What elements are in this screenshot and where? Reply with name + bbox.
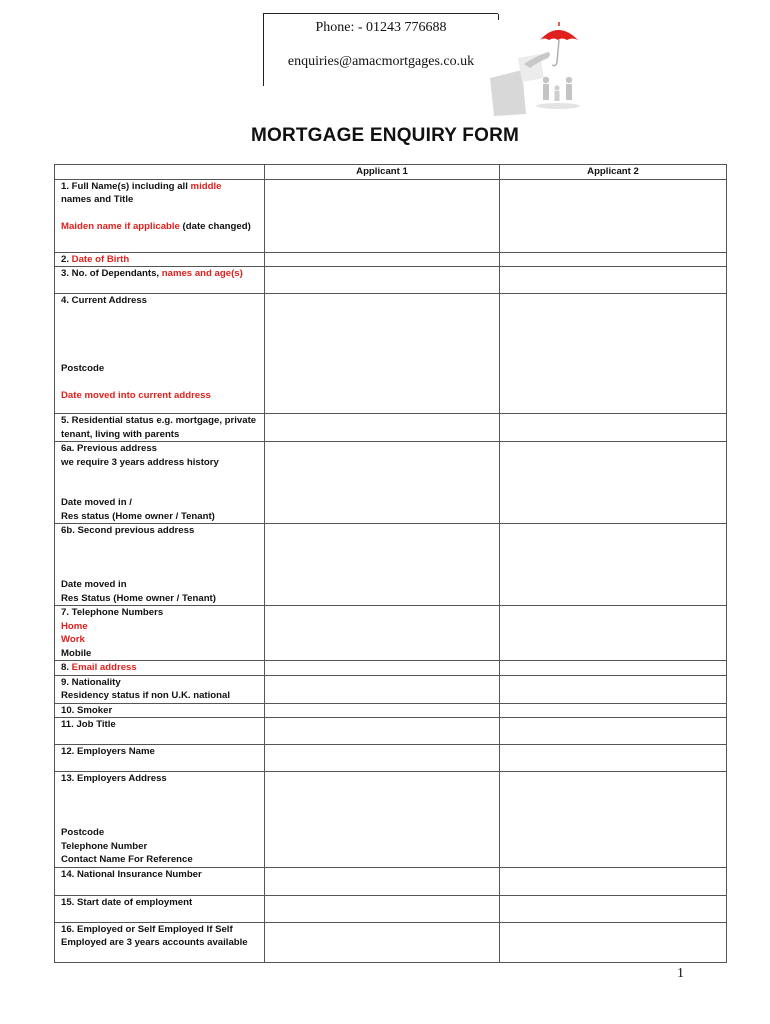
applicant-2-current-address-field[interactable] [500,294,727,414]
applicant-2-full-name-field[interactable] [500,179,727,252]
table-row [55,661,727,676]
row-label-full-name [55,179,265,252]
row-label-employers-address [55,772,265,868]
applicant-1-employment-type-field[interactable] [265,922,500,962]
table-row [55,703,727,718]
applicant-1-dob-field[interactable] [265,252,500,267]
table-row [55,442,727,524]
table-row [55,524,727,606]
applicant-1-nationality-field[interactable] [265,675,500,703]
label-text: (date changed) [179,221,251,232]
label-text: 6b. Second previous address [61,525,195,536]
label-highlight: Maiden name if applicable [61,221,180,232]
table-row [55,606,727,661]
label-text: Postcode [61,362,105,374]
label-text: 2. [61,253,72,265]
applicant-1-national-insurance-field[interactable] [265,867,500,895]
label-highlight: middle [190,180,222,192]
table-row [55,179,727,252]
page-number: 1 [677,966,684,981]
row-label-national-insurance: 14. National Insurance Number [55,867,265,895]
label-highlight: Email address [71,662,137,673]
applicant-2-dependants-field[interactable] [500,267,727,294]
label-text: we require 3 years address history [61,456,219,468]
enquiry-table [54,164,727,963]
applicant-2-employment-type-field[interactable] [500,922,727,962]
label-text: Postcode [61,827,105,838]
row-label-previous-address [55,442,265,524]
label-text: names and Title [61,194,134,205]
table-row [55,772,727,868]
table-row [55,922,727,962]
label-highlight: names and age(s) [161,268,243,279]
row-label-employment-type: 16. Employed or Self Employed If Self Employed are 3 years accounts available [55,922,265,962]
applicant-1-employers-name-field[interactable] [265,745,500,772]
phone-number: Phone: - 01243 776688 [315,20,447,35]
row-label-employers-name: 12. Employers Name [55,745,265,772]
row-label-email [55,661,265,676]
label-text: Residency status if non U.K. national [61,690,230,701]
label-text: Date moved in [61,579,127,590]
applicant-2-dob-field[interactable] [500,252,727,267]
applicant-1-previous-address-field[interactable] [265,442,500,524]
table-row [55,745,727,772]
label-text: Contact Name For Reference [61,854,193,865]
applicant-2-employers-address-field[interactable] [500,772,727,868]
umbrella-family-logo-icon [488,18,588,118]
applicant-2-employers-name-field[interactable] [500,745,727,772]
table-row [55,294,727,414]
label-text: 7. Telephone Numbers [61,607,164,618]
row-label-current-address [55,294,265,414]
applicant-1-email-field[interactable] [265,661,500,676]
header-applicant-2: Applicant 2 [500,165,727,180]
label-text: Telephone Number [61,840,148,852]
applicant-2-second-previous-address-field[interactable] [500,524,727,606]
header-applicant-1: Applicant 1 [265,165,500,180]
applicant-1-current-address-field[interactable] [265,294,500,414]
applicant-2-smoker-field[interactable] [500,703,727,718]
label-text: 13. Employers Address [61,773,167,784]
table-row [55,675,727,703]
applicant-1-second-previous-address-field[interactable] [265,524,500,606]
applicant-1-employers-address-field[interactable] [265,772,500,868]
applicant-2-email-field[interactable] [500,661,727,676]
applicant-2-national-insurance-field[interactable] [500,867,727,895]
applicant-1-smoker-field[interactable] [265,703,500,718]
applicant-1-dependants-field[interactable] [265,267,500,294]
contact-box [263,13,498,86]
applicant-1-job-title-field[interactable] [265,718,500,745]
label-text: 6a. Previous address [61,443,157,454]
row-label-residential-status: 5. Residential status e.g. mortgage, private tenant, living with parents [55,414,265,442]
table-header-row [55,165,727,180]
label-highlight: Work [61,634,85,645]
label-text: 3. No. of Dependants, [61,268,162,279]
applicant-2-residential-status-field[interactable] [500,414,727,442]
row-label-telephone [55,606,265,661]
row-label-dob [55,252,265,267]
row-label-second-previous-address [55,524,265,606]
table-row [55,867,727,895]
applicant-2-telephone-field[interactable] [500,606,727,661]
row-label-nationality [55,675,265,703]
label-highlight: Date moved into current address [61,389,211,401]
label-highlight: Home [61,620,88,632]
row-label-job-title: 11. Job Title [55,718,265,745]
label-text: Date moved in / [61,497,132,508]
applicant-1-start-date-field[interactable] [265,895,500,922]
label-text: Res Status (Home owner / Tenant) [61,592,216,604]
label-highlight: Date of Birth [71,253,130,265]
label-text: 8. [61,662,72,673]
applicant-2-nationality-field[interactable] [500,675,727,703]
table-row [55,895,727,922]
row-label-smoker: 10. Smoker [55,703,265,718]
applicant-2-start-date-field[interactable] [500,895,727,922]
label-text: 4. Current Address [61,295,148,306]
email-address: enquiries@amacmortgages.co.uk [287,54,475,69]
row-label-start-date: 15. Start date of employment [55,895,265,922]
applicant-1-telephone-field[interactable] [265,606,500,661]
label-text: Mobile [61,647,92,659]
label-text: 9. Nationality [61,676,121,688]
applicant-1-residential-status-field[interactable] [265,414,500,442]
table-row [55,252,727,267]
label-text: 1. Full Name(s) including all [61,180,191,192]
row-label-dependants [55,267,265,294]
applicant-2-previous-address-field[interactable] [500,442,727,524]
label-text: Res status (Home owner / Tenant) [61,510,215,522]
table-row [55,414,727,442]
header-blank [55,165,265,180]
applicant-1-full-name-field[interactable] [265,179,500,252]
form-title: MORTGAGE ENQUIRY FORM [250,125,520,146]
table-row [55,718,727,745]
table-row [55,267,727,294]
applicant-2-job-title-field[interactable] [500,718,727,745]
